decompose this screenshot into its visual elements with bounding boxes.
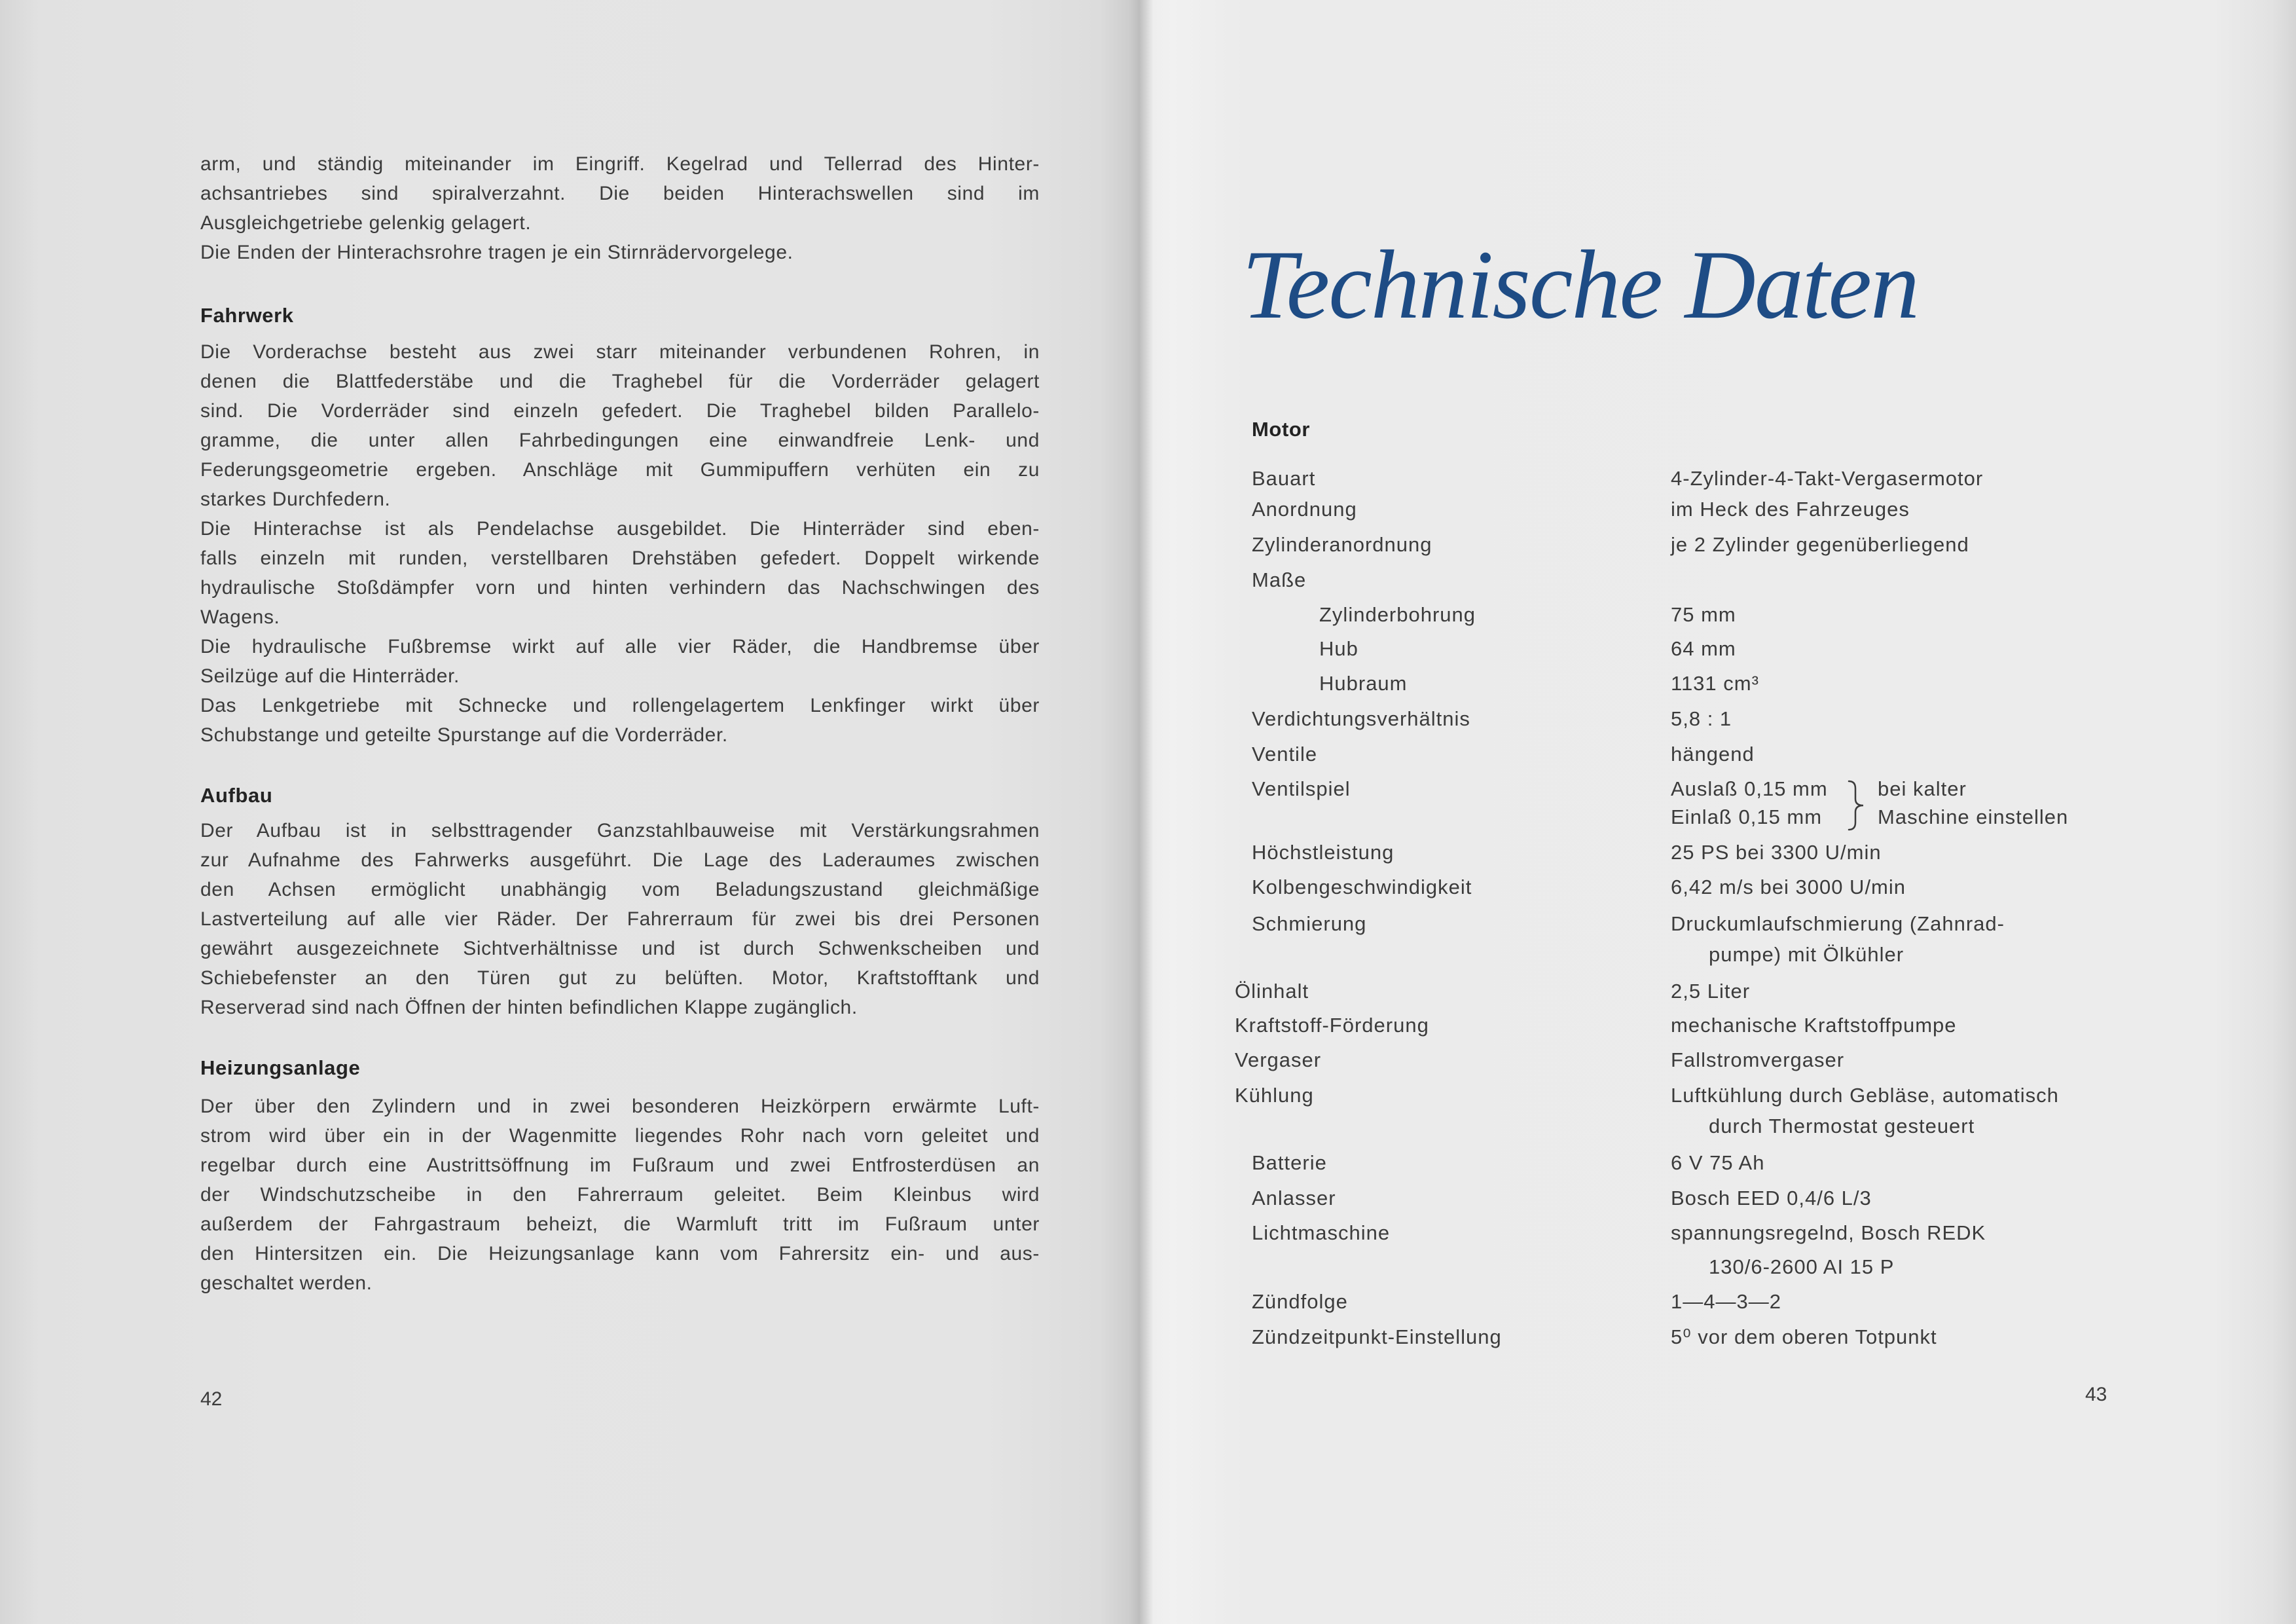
spec-label: Ventile (1252, 743, 1318, 766)
spec-row-bauart (0, 464, 2296, 493)
spec-label: Vergaser (1235, 1048, 1322, 1071)
page-number-right: 43 (2085, 1384, 2107, 1405)
spec-row-ventilspiel (0, 775, 2296, 828)
page-title: Technische Daten (1242, 231, 1919, 339)
spec-value: 1131 cm³ (1671, 672, 1759, 695)
text-line: Die Hinterachse ist als Pendelachse ausgebildet. Die Hinterräder sind eben- (200, 518, 1040, 540)
spec-row-vergaser (0, 1046, 2296, 1075)
text-line: zur Aufnahme des Fahrwerks ausgeführt. Die Lage des Laderaumes zwischen (200, 849, 1040, 871)
spec-label: Anordnung (1252, 498, 1357, 521)
text-line: strom wird über ein in der Wagenmitte liegendes Rohr nach vorn geleitet und (200, 1125, 1040, 1147)
spec-label: Ölinhalt (1235, 980, 1309, 1003)
spec-label: Ventilspiel (1252, 777, 1351, 800)
text-line: den Achsen ermöglicht unabhängig vom Beladungszustand gleichmäßige (200, 879, 1040, 900)
text-line: regelbar durch eine Austrittsöffnung im Fußraum und zwei Entfrosterdüsen an (200, 1154, 1040, 1176)
spec-label: Hubraum (1319, 672, 1408, 695)
spec-value: 64 mm (1671, 637, 1736, 660)
spec-value: Auslaß 0,15 mm (1671, 777, 1828, 800)
text-line: Wagens. (200, 606, 280, 628)
spec-label: Zündfolge (1252, 1290, 1348, 1313)
text-line: arm, und ständig miteinander im Eingriff. Kegelrad und Tellerrad des Hinter- (200, 153, 1040, 175)
curly-brace-icon (1845, 779, 1868, 832)
spec-row-zylinderbohrung (0, 600, 2296, 629)
spec-value: Einlaß 0,15 mm (1671, 805, 1823, 828)
text-line: hydraulische Stoßdämpfer vorn und hinten verhindern das Nachschwingen des (200, 577, 1040, 599)
spec-row-zuendzeitpunkt (0, 1323, 2296, 1352)
spec-value: 5,8 : 1 (1671, 707, 1732, 730)
spec-value: 5⁰ vor dem oberen Totpunkt (1671, 1325, 1937, 1348)
spec-label: Anlasser (1252, 1187, 1336, 1209)
text-line: außerdem der Fahrgastraum beheizt, die Warmluft tritt im Fußraum unter (200, 1213, 1040, 1235)
spec-label: Kolbengeschwindigkeit (1252, 876, 1472, 898)
text-line: Die Vorderachse besteht aus zwei starr miteinander verbundenen Rohren, in (200, 341, 1040, 363)
spec-label: Schmierung (1252, 912, 1367, 935)
page-number-left: 42 (200, 1388, 223, 1410)
intro-paragraph (200, 149, 1040, 267)
spec-row-hoechstleistung (0, 838, 2296, 867)
spec-note: bei kalter (1878, 777, 1967, 800)
spec-row-masse (0, 566, 2296, 595)
text-line: Lastverteilung auf alle vier Räder. Der Fahrerraum für zwei bis drei Personen (200, 908, 1040, 930)
spec-value: 75 mm (1671, 603, 1736, 626)
text-line: denen die Blattfederstäbe und die Traghebel für die Vorderräder gelagert (200, 371, 1040, 392)
text-line: Ausgleichgetriebe gelenkig gelagert. (200, 212, 532, 234)
spec-row-oelinhalt (0, 977, 2296, 1006)
spec-row-zylinderanordnung (0, 530, 2296, 559)
text-line: falls einzeln mit runden, verstellbaren Drehstäben gefedert. Doppelt wirkende (200, 547, 1040, 569)
text-line: starkes Durchfedern. (200, 489, 391, 510)
spec-value: 2,5 Liter (1671, 980, 1751, 1003)
text-line: Schubstange und geteilte Spurstange auf die Vorderräder. (200, 724, 728, 746)
spec-value-continued: pumpe) mit Ölkühler (1709, 943, 1904, 966)
spec-label: Hub (1319, 637, 1358, 660)
spec-value: Luftkühlung durch Gebläse, automatisch (1671, 1084, 2059, 1107)
text-line: Das Lenkgetriebe mit Schnecke und rollengelagertem Lenkfinger wirkt über (200, 695, 1040, 716)
section-heading-fahrwerk: Fahrwerk (200, 304, 294, 327)
spec-value-continued: 130/6-2600 AI 15 P (1709, 1255, 1895, 1278)
text-line: gramme, die unter allen Fahrbedingungen eine einwandfreie Lenk- und (200, 430, 1040, 451)
spec-value: mechanische Kraftstoffpumpe (1671, 1014, 1957, 1037)
spec-row-hubraum (0, 669, 2296, 698)
text-line: Schiebefenster an den Türen gut zu belüften. Motor, Kraftstofftank und (200, 967, 1040, 989)
text-line: der Windschutzscheibe in den Fahrerraum geleitet. Beim Kleinbus wird (200, 1184, 1040, 1206)
text-line: Seilzüge auf die Hinterräder. (200, 665, 460, 687)
spec-row-batterie (0, 1149, 2296, 1177)
text-line: geschaltet werden. (200, 1272, 373, 1294)
spec-row-anordnung (0, 495, 2296, 524)
spec-row-hub (0, 635, 2296, 663)
spec-value: je 2 Zylinder gegenüberliegend (1671, 533, 1969, 556)
text-line: gewährt ausgezeichnete Sichtverhältnisse und ist durch Schwenkscheiben und (200, 938, 1040, 959)
text-line: Der über den Zylindern und in zwei besonderen Heizkörpern erwärmte Luft- (200, 1096, 1040, 1117)
text-line: Die Enden der Hinterachsrohre tragen je ein Stirnrädervorgelege. (200, 242, 793, 263)
spec-row-anlasser (0, 1184, 2296, 1213)
spec-value: 4-Zylinder-4-Takt-Vergasermotor (1671, 467, 1984, 490)
spec-label: Kraftstoff-Förderung (1235, 1014, 1429, 1037)
spec-note: Maschine einstellen (1878, 805, 2069, 828)
spec-row-zuendfolge (0, 1287, 2296, 1316)
spec-value: spannungsregelnd, Bosch REDK (1671, 1221, 1986, 1244)
spec-label: Bauart (1252, 467, 1316, 490)
spec-value-continued: durch Thermostat gesteuert (1709, 1115, 1975, 1137)
spec-row-verdichtungsverhaeltnis (0, 705, 2296, 733)
spec-label: Höchstleistung (1252, 841, 1394, 864)
text-line: den Hintersitzen ein. Die Heizungsanlage kann vom Fahrersitz ein- und aus- (200, 1243, 1040, 1264)
text-line: sind. Die Vorderräder sind einzeln gefedert. Die Traghebel bilden Parallelo- (200, 400, 1040, 422)
text-line: Reserverad sind nach Öffnen der hinten befindlichen Klappe zugänglich. (200, 997, 858, 1018)
spec-label: Lichtmaschine (1252, 1221, 1391, 1244)
spec-value: Bosch EED 0,4/6 L/3 (1671, 1187, 1872, 1209)
spec-label: Kühlung (1235, 1084, 1314, 1107)
spec-label: Verdichtungsverhältnis (1252, 707, 1470, 730)
spec-value: hängend (1671, 743, 1755, 766)
section-heading-heizungsanlage: Heizungsanlage (200, 1056, 361, 1079)
spec-value: 1—4—3—2 (1671, 1290, 1781, 1313)
spec-row-kolbengeschwindigkeit (0, 873, 2296, 902)
spec-value: Fallstromvergaser (1671, 1048, 1845, 1071)
spec-label: Zylinderbohrung (1319, 603, 1476, 626)
spec-value: 25 PS bei 3300 U/min (1671, 841, 1882, 864)
spec-value: im Heck des Fahrzeuges (1671, 498, 1910, 521)
spec-row-kraftstoff-foerderung (0, 1011, 2296, 1040)
spec-label: Maße (1252, 568, 1307, 591)
text-line: achsantriebes sind spiralverzahnt. Die beiden Hinterachswellen sind im (200, 183, 1040, 204)
spec-value: 6,42 m/s bei 3000 U/min (1671, 876, 1906, 898)
spec-row-ventile (0, 740, 2296, 769)
spec-label: Batterie (1252, 1151, 1327, 1174)
section-heading-aufbau: Aufbau (200, 784, 273, 807)
spec-label: Zylinderanordnung (1252, 533, 1432, 556)
spec-label: Zündzeitpunkt-Einstellung (1252, 1325, 1502, 1348)
spec-value: 6 V 75 Ah (1671, 1151, 1765, 1174)
text-line: Federungsgeometrie ergeben. Anschläge mit Gummipuffern verhüten ein zu (200, 459, 1040, 481)
section-heading-motor: Motor (1252, 418, 1311, 441)
text-line: Der Aufbau ist in selbsttragender Ganzstahlbauweise mit Verstärkungsrahmen (200, 820, 1040, 841)
spec-value: Druckumlaufschmierung (Zahnrad- (1671, 912, 2005, 935)
text-line: Die hydraulische Fußbremse wirkt auf alle vier Räder, die Handbremse über (200, 636, 1040, 657)
